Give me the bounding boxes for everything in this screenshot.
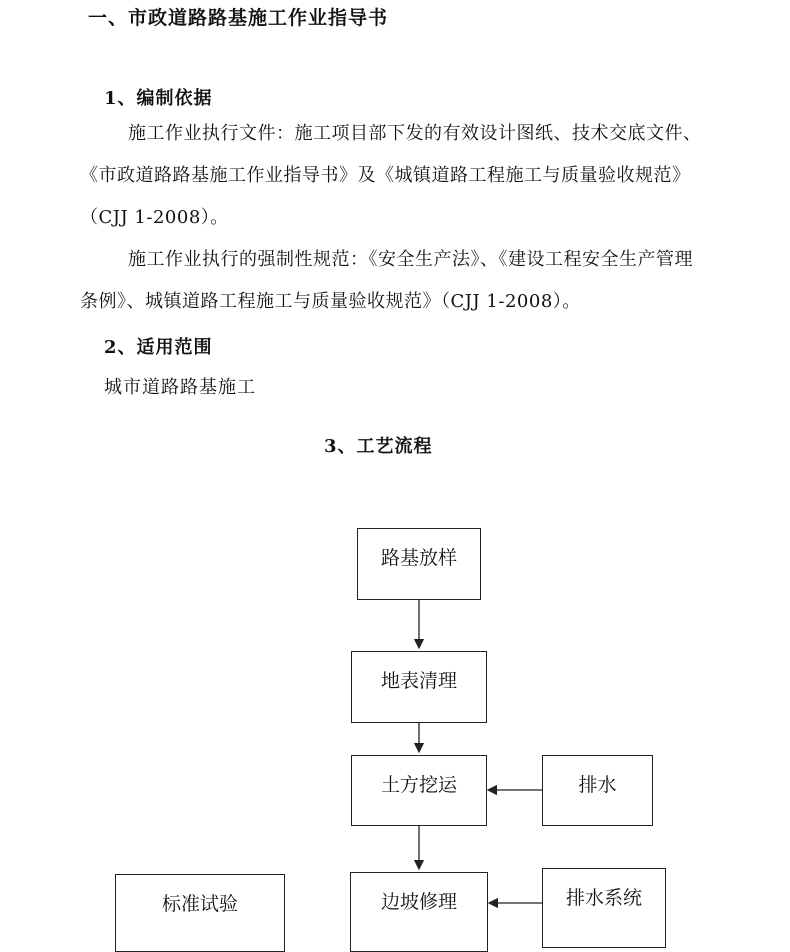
scope-heading: 2、适用范围 — [104, 337, 213, 358]
box-earthwork: 土方挖运 — [351, 755, 487, 826]
basis-paragraph-2: 施工作业执行的强制性规范：《安全生产法》、《建设工程安全生产管理条例》、城镇道路工程施工与质量验收规范》（CJJ 1-2008）。 — [80, 249, 693, 312]
scope-text: 城市道路路基施工 — [104, 377, 256, 398]
basis-heading: 1、编制依据 — [104, 88, 213, 109]
box-drainage-system: 排水系统 — [542, 868, 666, 948]
box-surface-clearing: 地表清理 — [351, 651, 487, 723]
box-standard-test: 标准试验 — [115, 874, 285, 952]
box-slope-trimming: 边坡修理 — [350, 872, 488, 952]
box-drainage: 排水 — [542, 755, 653, 826]
process-heading: 3、工艺流程 — [324, 436, 433, 457]
box-subgrade-staking: 路基放样 — [357, 528, 481, 600]
section-title: 一、市政道路路基施工作业指导书 — [88, 7, 389, 29]
basis-paragraph-1: 施工作业执行文件：施工项目部下发的有效设计图纸、技术交底文件、《市政道路路基施工作业指导书》及《城镇道路工程施工与质量验收规范》（CJJ 1-2008）。 — [80, 123, 702, 228]
